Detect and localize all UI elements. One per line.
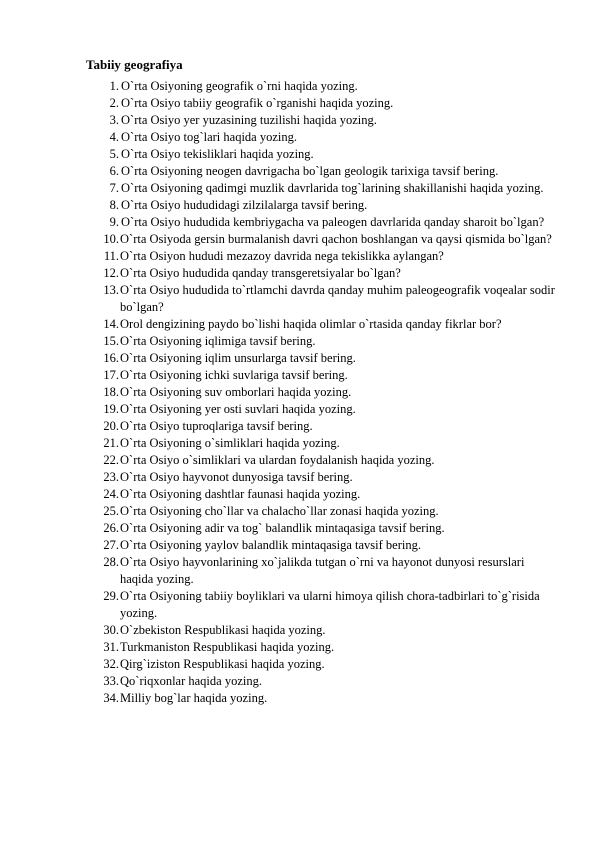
list-item — [90, 673, 560, 690]
item-text: O`rta Osiyoning iqlimiga tavsif bering. — [120, 334, 316, 348]
item-text: O`rta Osiyo hayvonlarining xo`jalikda tutgan o`rni va hayonot dunyosi resurslari haqida yozing. — [120, 555, 525, 586]
item-text: O`rta Osiyo hududida qanday transgeretsiyalar bo`lgan? — [120, 266, 401, 280]
item-number: 4. — [109, 130, 119, 144]
list-item — [90, 248, 560, 265]
list-item — [90, 350, 560, 367]
item-number: 9. — [109, 215, 119, 229]
list-item — [90, 452, 560, 469]
item-number: 12. — [103, 266, 119, 280]
item-number: 32. — [103, 657, 119, 671]
list-item — [90, 214, 560, 231]
list-item — [90, 367, 560, 384]
item-text: Qirg`iziston Respublikasi haqida yozing. — [120, 657, 325, 671]
item-number: 23. — [103, 470, 119, 484]
list-item — [90, 333, 560, 350]
item-text: O`rta Osiyo tekisliklari haqida yozing. — [121, 147, 314, 161]
item-number: 16. — [103, 351, 119, 365]
item-text: O`rta Osiyoning suv omborlari haqida yozing. — [120, 385, 352, 399]
list-item — [90, 418, 560, 435]
item-text: O`rta Osiyo hududida to`rtlamchi davrda qanday muhim paleogeografik voqealar sodir bo`lgan? — [120, 283, 555, 314]
list-item — [90, 520, 560, 537]
item-number: 24. — [103, 487, 119, 501]
item-number: 28. — [103, 555, 119, 569]
list-item — [90, 265, 560, 282]
list-item — [90, 231, 560, 248]
item-number: 25. — [103, 504, 119, 518]
item-text: O`rta Osiyo tabiiy geografik o`rganishi haqida yozing. — [121, 96, 394, 110]
item-text: Milliy bog`lar haqida yozing. — [120, 691, 268, 705]
item-number: 34. — [103, 691, 119, 705]
list-item — [90, 316, 560, 333]
item-number: 31. — [103, 640, 119, 654]
item-text: O`rta Osiyoning neogen davrigacha bo`lgan geologik tarixiga tavsif bering. — [121, 164, 499, 178]
list-item — [90, 197, 560, 214]
list-item — [90, 78, 560, 95]
item-number: 29. — [103, 589, 119, 603]
list-item — [90, 486, 560, 503]
list-item — [90, 656, 560, 673]
item-number: 10. — [103, 232, 119, 246]
question-list — [90, 78, 560, 707]
list-item — [90, 129, 560, 146]
item-number: 6. — [109, 164, 119, 178]
item-number: 11. — [103, 249, 119, 263]
list-item — [90, 690, 560, 707]
item-text: O`rta Osiyoda gersin burmalanish davri qachon boshlangan va qaysi qismida bo`lgan? — [120, 232, 552, 246]
list-item — [90, 112, 560, 129]
item-text: O`rta Osiyo hududida kembriygacha va paleogen davrlarida qanday sharoit bo`lgan? — [121, 215, 545, 229]
item-text: Qo`riqxonlar haqida yozing. — [120, 674, 262, 688]
item-number: 22. — [103, 453, 119, 467]
item-number: 15. — [103, 334, 119, 348]
section-heading: Tabiiy geografiya — [86, 57, 183, 72]
item-number: 21. — [103, 436, 119, 450]
list-item — [90, 503, 560, 520]
item-number: 7. — [109, 181, 119, 195]
item-text: O`zbekiston Respublikasi haqida yozing. — [120, 623, 326, 637]
item-number: 27. — [103, 538, 119, 552]
item-number: 1. — [109, 79, 119, 93]
item-number: 13. — [103, 283, 119, 297]
item-text: O`rta Osiyoning ichki suvlariga tavsif bering. — [120, 368, 348, 382]
item-text: O`rta Osiyoning yer osti suvlari haqida yozing. — [120, 402, 356, 416]
item-text: O`rta Osiyo tuproqlariga tavsif bering. — [120, 419, 313, 433]
list-item — [90, 163, 560, 180]
item-number: 33. — [103, 674, 119, 688]
item-text: O`rta Osiyo yer yuzasining tuzilishi haqida yozing. — [121, 113, 377, 127]
item-text: O`rta Osiyoning iqlim unsurlarga tavsif bering. — [120, 351, 356, 365]
list-item — [90, 469, 560, 486]
item-text: O`rta Osiyoning qadimgi muzlik davrlarida tog`larining shakillanishi haqida yozing. — [121, 181, 544, 195]
item-text: O`rta Osiyoning dashtlar faunasi haqida yozing. — [120, 487, 361, 501]
list-item — [90, 282, 560, 316]
item-text: O`rta Osiyo o`simliklari va ulardan foydalanish haqida yozing. — [120, 453, 435, 467]
item-number: 19. — [103, 402, 119, 416]
list-item — [90, 554, 560, 588]
item-text: O`rta Osiyon hududi mezazoy davrida nega tekislikka aylangan? — [120, 249, 444, 263]
list-item — [90, 146, 560, 163]
list-item — [90, 588, 560, 622]
item-number: 17. — [103, 368, 119, 382]
item-text: Turkmaniston Respublikasi haqida yozing. — [120, 640, 335, 654]
item-text: O`rta Osiyo tog`lari haqida yozing. — [121, 130, 297, 144]
item-number: 3. — [109, 113, 119, 127]
item-number: 30. — [103, 623, 119, 637]
list-item — [90, 401, 560, 418]
item-text: O`rta Osiyoning tabiiy boyliklari va ularni himoya qilish chora-tadbirlari to`g`risida yozing. — [120, 589, 540, 620]
list-item — [90, 537, 560, 554]
item-number: 8. — [109, 198, 119, 212]
list-item — [90, 384, 560, 401]
item-text: Orol dengizining paydo bo`lishi haqida olimlar o`rtasida qanday fikrlar bor? — [120, 317, 502, 331]
item-text: O`rta Osiyo hududidagi zilzilalarga tavsif bering. — [121, 198, 368, 212]
list-item — [90, 639, 560, 656]
item-text: O`rta Osiyoning adir va tog` balandlik mintaqasiga tavsif bering. — [120, 521, 445, 535]
item-number: 18. — [103, 385, 119, 399]
list-item — [90, 180, 560, 197]
item-number: 5. — [109, 147, 119, 161]
list-item — [90, 95, 560, 112]
item-text: O`rta Osiyoning cho`llar va chalacho`llar zonasi haqida yozing. — [120, 504, 439, 518]
item-number: 20. — [103, 419, 119, 433]
item-text: O`rta Osiyoning o`simliklari haqida yozing. — [120, 436, 340, 450]
item-number: 26. — [103, 521, 119, 535]
list-item — [90, 622, 560, 639]
item-number: 14. — [103, 317, 119, 331]
item-number: 2. — [109, 96, 119, 110]
item-text: O`rta Osiyoning yaylov balandlik mintaqasiga tavsif bering. — [120, 538, 421, 552]
item-text: O`rta Osiyoning geografik o`rni haqida yozing. — [121, 79, 358, 93]
list-item — [90, 435, 560, 452]
item-text: O`rta Osiyo hayvonot dunyosiga tavsif bering. — [120, 470, 353, 484]
